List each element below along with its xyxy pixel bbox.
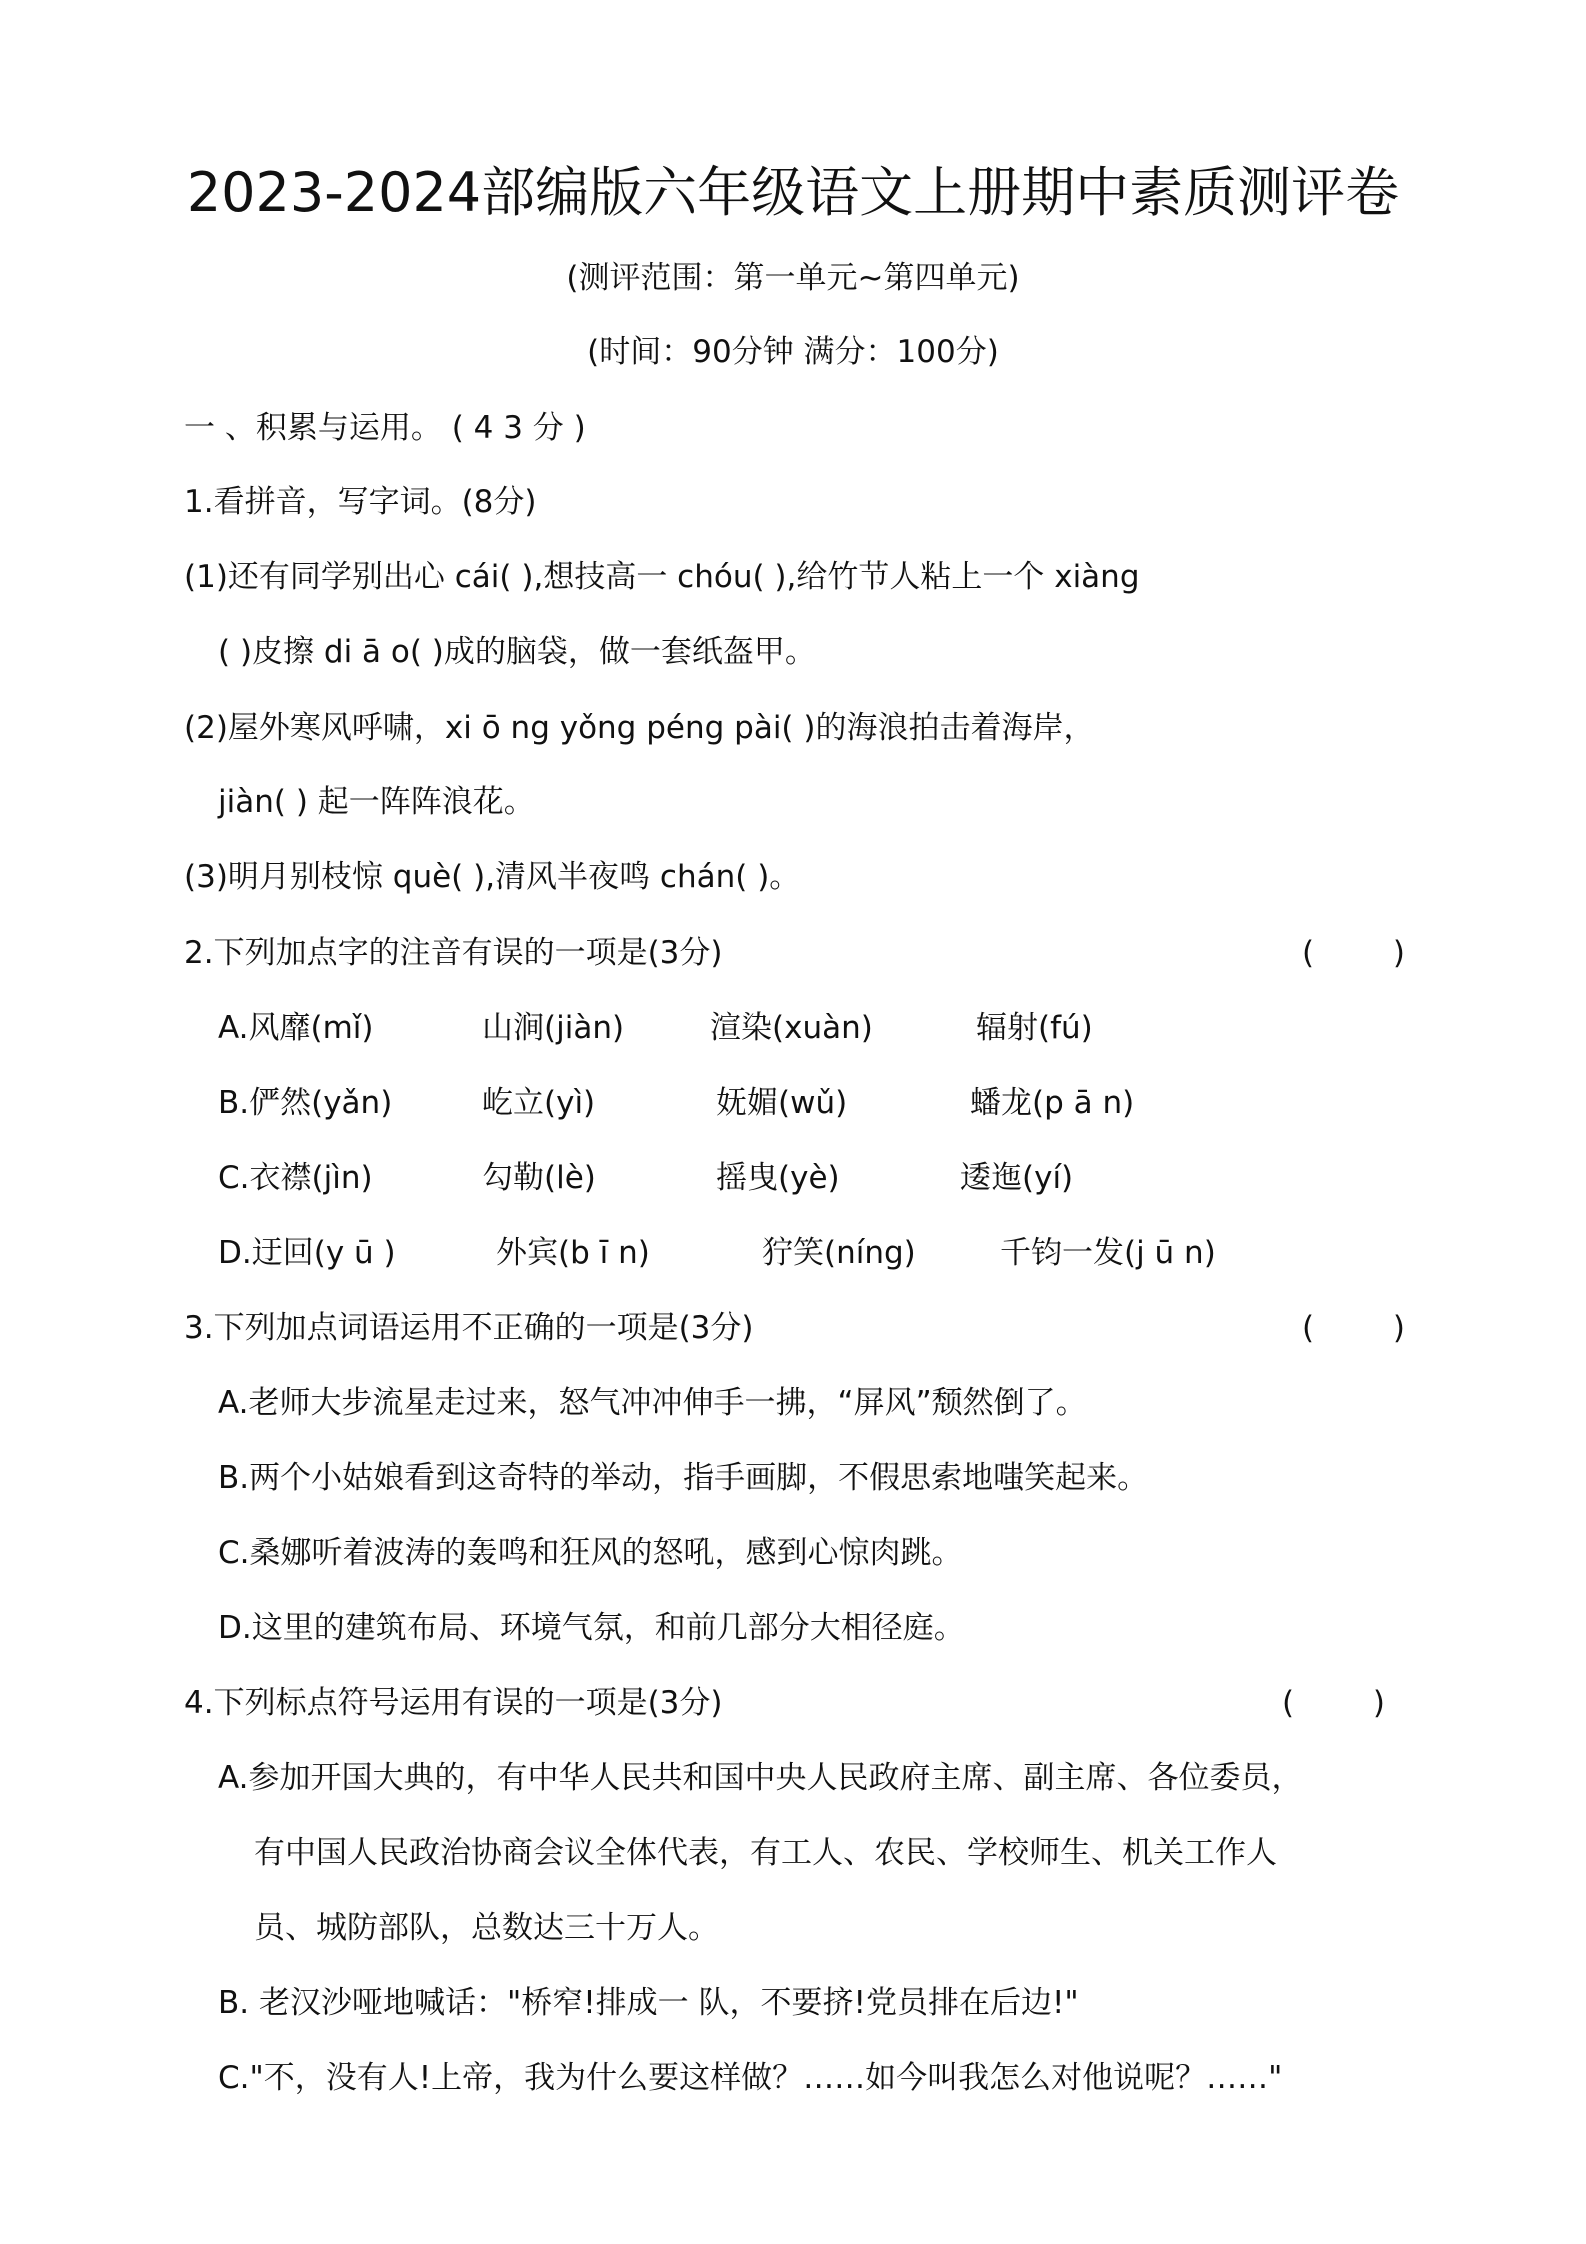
question-2-option-c-1: C.衣襟(jìn) (218, 1160, 373, 1196)
question-2-option-a-3: 渲染(xuàn) (710, 1010, 873, 1046)
question-2-option-a-1: A.风靡(mǐ) (218, 1010, 374, 1046)
question-2-option-d-2: 外宾(b ī n) (496, 1235, 650, 1271)
question-2-option-b-3: 妩媚(wǔ) (716, 1085, 848, 1121)
question-2-option-b-2: 屹立(yì) (482, 1085, 596, 1121)
question-4-option-a-line-3: 员、城防部队，总数达三十万人。 (254, 1910, 719, 1946)
question-4-option-c: C."不，没有人!上帝，我为什么要这样做？……如今叫我怎么对他说呢？……" (218, 2060, 1283, 2096)
question-3-option-c: C.桑娜听着波涛的轰鸣和狂风的怒吼，感到心惊肉跳。 (218, 1535, 963, 1571)
question-4-option-b: B. 老汉沙哑地喊话："桥窄!排成一 队，不要挤!党员排在后边!" (218, 1985, 1079, 2021)
question-1-part-1-line-2: ( )皮擦 di ā o( )成的脑袋，做一套纸盔甲。 (218, 634, 816, 670)
question-1-part-2-line-1: (2)屋外寒风呼啸，xi ō ng yǒng péng pài( )的海浪拍击着海岸， (184, 710, 1095, 746)
question-2-option-a-2: 山涧(jiàn) (482, 1010, 625, 1046)
question-3-option-b: B.两个小姑娘看到这奇特的举动，指手画脚，不假思索地嗤笑起来。 (218, 1460, 1149, 1496)
question-4-answer-box: ( ) (1282, 1685, 1386, 1721)
question-1-stem: 1.看拼音，写字词。(8分) (184, 484, 537, 520)
question-2-answer-box: ( ) (1302, 935, 1406, 971)
question-4-stem: 4.下列标点符号运用有误的一项是(3分) (184, 1685, 723, 1721)
question-2-option-d-1: D.迂回(y ū ) (218, 1235, 396, 1271)
question-2-option-d-3: 狞笑(níng) (762, 1235, 916, 1271)
page-title: 2023-2024部编版六年级语文上册期中素质测评卷 (186, 161, 1400, 224)
question-2-stem: 2.下列加点字的注音有误的一项是(3分) (184, 935, 723, 971)
question-3-stem: 3.下列加点词语运用不正确的一项是(3分) (184, 1310, 754, 1346)
question-2-option-c-3: 摇曳(yè) (716, 1160, 840, 1196)
question-2-option-c-2: 勾勒(lè) (482, 1160, 596, 1196)
question-3-option-d: D.这里的建筑布局、环境气氛，和前几部分大相径庭。 (218, 1610, 965, 1646)
question-1-part-1-line-1: (1)还有同学别出心 cái( ),想技高一 chóu( ),给竹节人粘上一个 xiàng (184, 559, 1140, 595)
section-heading: 一 、积累与运用。 ( 4 3 分 ) (184, 410, 586, 446)
time-info: (时间：90分钟 满分：100分) (587, 334, 999, 370)
question-4-option-a-line-2: 有中国人民政治协商会议全体代表，有工人、农民、学校师生、机关工作人 (254, 1835, 1277, 1871)
question-2-option-d-4: 千钧一发(j ū n) (1000, 1235, 1216, 1271)
test-scope: (测评范围：第一单元~第四单元) (566, 260, 1020, 296)
question-2-option-b-4: 蟠龙(p ā n) (970, 1085, 1135, 1121)
question-4-option-a-line-1: A.参加开国大典的，有中华人民共和国中央人民政府主席、副主席、各位委员， (218, 1760, 1303, 1796)
question-1-part-2-line-2: jiàn( ) 起一阵阵浪花。 (218, 784, 535, 820)
question-2-option-b-1: B.俨然(yǎn) (218, 1085, 393, 1121)
question-2-option-a-4: 辐射(fú) (976, 1010, 1093, 1046)
question-3-option-a: A.老师大步流星走过来，怒气冲冲伸手一拂，“屏风”颓然倒了。 (218, 1385, 1087, 1421)
question-2-option-c-4: 逶迤(yí) (960, 1160, 1074, 1196)
question-3-answer-box: ( ) (1302, 1310, 1406, 1346)
question-1-part-3: (3)明月别枝惊 què( ),清风半夜鸣 chán( )。 (184, 859, 801, 895)
